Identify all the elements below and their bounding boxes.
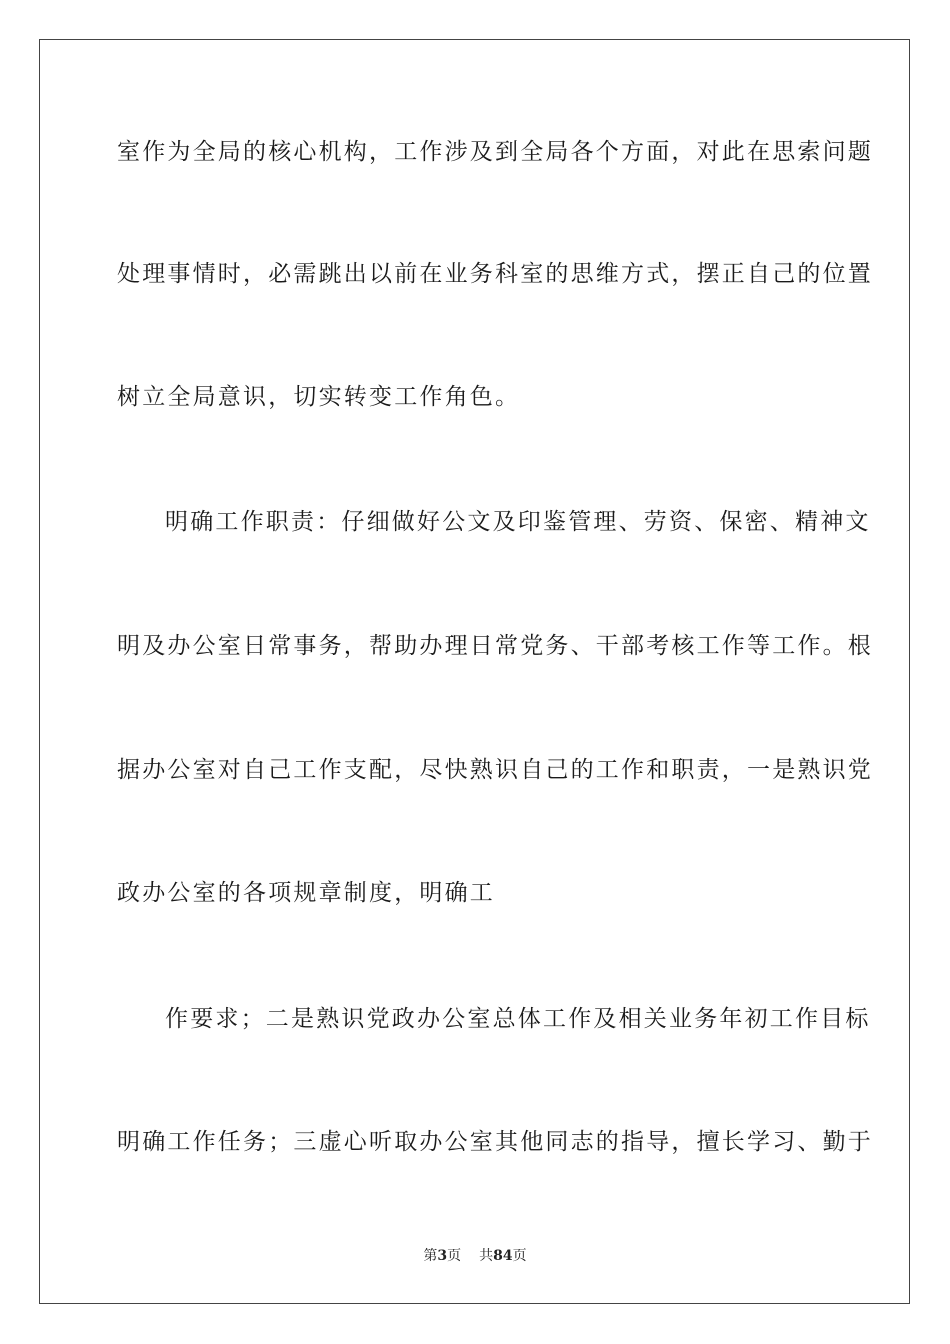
total-suffix: 页 xyxy=(512,1248,527,1264)
text-line: 树立全局意识，切实转变工作角色。 xyxy=(117,384,521,410)
paragraph-start-line: 明确工作职责：仔细做好公文及印鉴管理、劳资、保密、精神文 xyxy=(165,509,871,535)
text-line: 据办公室对自己工作支配，尽快熟识自己的工作和职责，一是熟识党 xyxy=(117,757,873,783)
page-number: 3 xyxy=(437,1248,448,1264)
text-line: 明及办公室日常事务，帮助办理日常党务、干部考核工作等工作。根 xyxy=(117,633,873,659)
paragraph-start-line: 作要求；二是熟识党政办公室总体工作及相关业务年初工作目标 xyxy=(165,1006,871,1032)
total-prefix: 共 xyxy=(479,1248,494,1264)
page-footer xyxy=(0,1246,950,1266)
page-suffix: 页 xyxy=(447,1248,462,1264)
text-line: 处理事情时，必需跳出以前在业务科室的思维方式，摆正自己的位置 xyxy=(117,261,873,287)
text-line: 室作为全局的核心机构，工作涉及到全局各个方面，对此在思索问题 xyxy=(117,139,873,165)
page-prefix: 第 xyxy=(423,1248,438,1264)
page-border xyxy=(39,39,910,1304)
text-line: 明确工作任务；三虚心听取办公室其他同志的指导，擅长学习、勤于 xyxy=(117,1129,873,1155)
text-line: 政办公室的各项规章制度，明确工 xyxy=(117,880,495,906)
total-pages: 84 xyxy=(493,1248,513,1264)
